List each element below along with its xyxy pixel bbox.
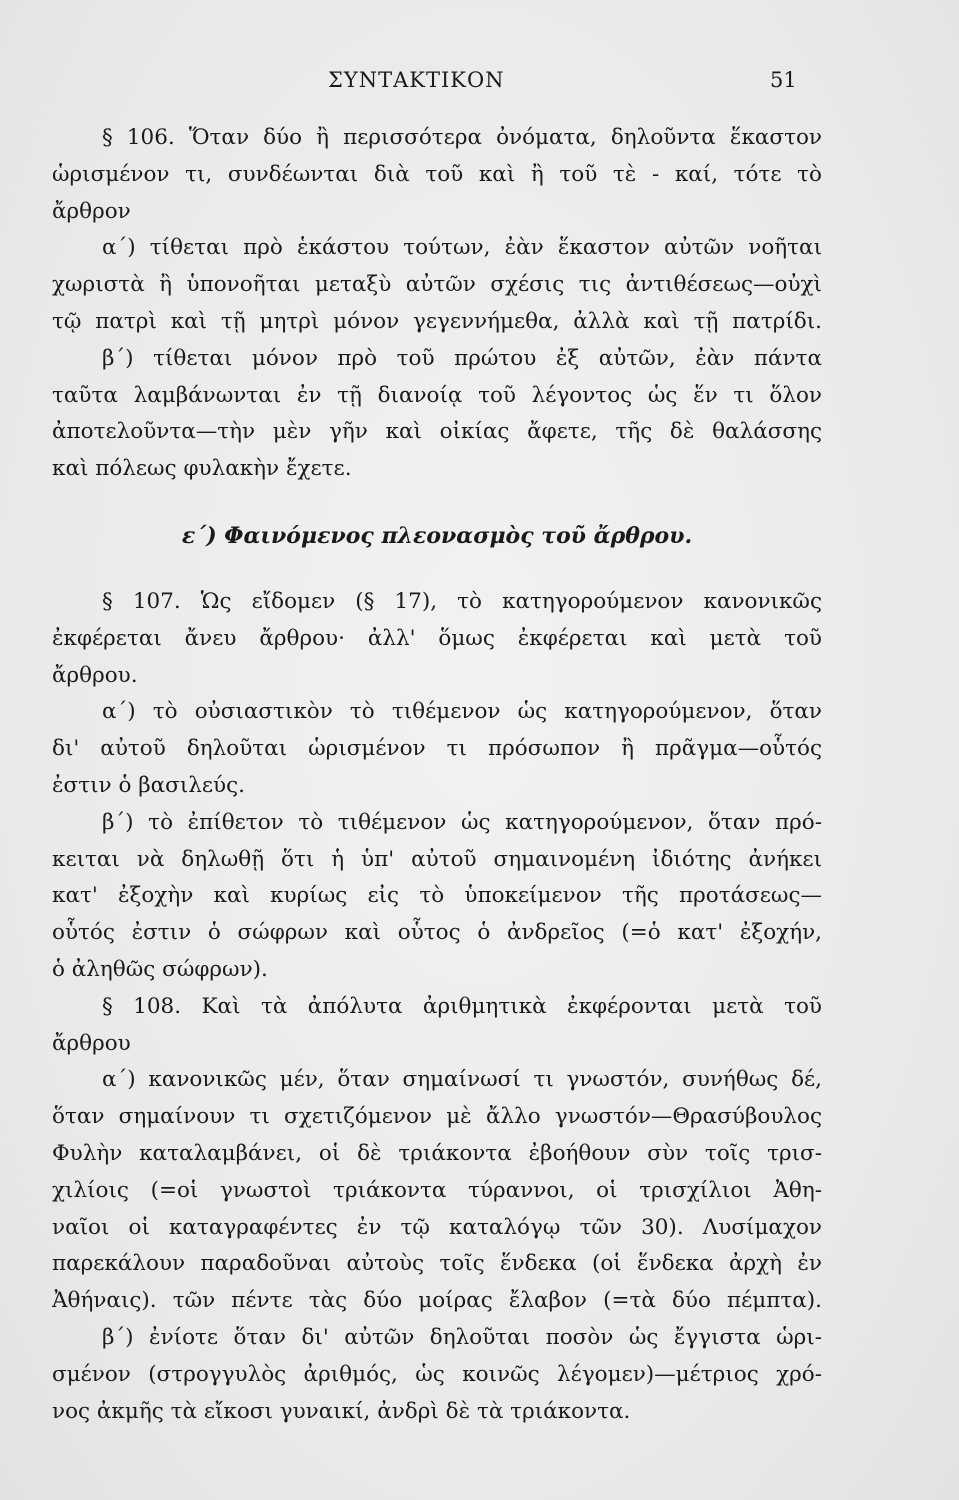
- text-line: β΄) τίθεται μόνον πρὸ τοῦ πρώτου ἐξ αὐτῶν, ἐὰν πάντα: [102, 345, 822, 371]
- text-line: ναῖοι οἱ καταγραφέντες ἐν τῷ καταλόγῳ τῶν 30). Λυσίμαχον: [52, 1214, 822, 1240]
- running-title: ΣΥΝΤΑΚΤΙΚΟΝ: [328, 68, 505, 92]
- text-line: Ἀθήναις). τῶν πέντε τὰς δύο μοίρας ἔλαβον (=τὰ δύο πέμπτα).: [52, 1288, 822, 1314]
- text-line: ἀποτελοῦντα—τὴν μὲν γῆν καὶ οἰκίας ἄφετε, τῆς δὲ θαλάσσης: [52, 419, 822, 445]
- body-text: [52, 120, 822, 1430]
- text-line: ἄρθρου.: [52, 662, 138, 688]
- paragraph-106: [52, 120, 822, 488]
- text-line: σμένον (στρογγυλὸς ἀριθμός, ὡς κοινῶς λέγομεν)—μέτριος χρό-: [52, 1361, 822, 1387]
- running-head: [0, 68, 959, 102]
- text-line: τῷ πατρὶ καὶ τῇ μητρὶ μόνον γεγεννήμεθα, ἀλλὰ καὶ τῇ πατρίδι.: [52, 308, 822, 334]
- text-line: β΄) τὸ ἐπίθετον τὸ τιθέμενον ὡς κατηγορούμενον, ὅταν πρό-: [102, 809, 822, 835]
- text-line: κατ' ἐξοχὴν καὶ κυρίως εἰς τὸ ὑποκείμενον τῆς προτάσεως—: [52, 883, 822, 909]
- text-line: ὡρισμένον τι, συνδέωνται διὰ τοῦ καὶ ἢ τοῦ τὲ - καί, τότε τὸ: [52, 161, 822, 187]
- text-line: χιλίοις (=οἱ γνωστοὶ τριάκοντα τύραννοι, οἱ τρισχίλιοι Ἀθη-: [52, 1177, 822, 1203]
- text-line: ἄρθρου: [52, 1030, 131, 1056]
- page-number: 51: [770, 68, 797, 92]
- text-line: ταῦτα λαμβάνωνται ἐν τῇ διανοίᾳ τοῦ λέγοντος ὡς ἕν τι ὅλον: [52, 382, 822, 408]
- text-line: ὁ ἀληθῶς σώφρων).: [52, 956, 268, 982]
- text-line: χωριστὰ ἢ ὑπονοῆται μεταξὺ αὐτῶν σχέσις τις ἀντιθέσεως—οὐχὶ: [52, 272, 822, 298]
- text-line: ἄρθρον: [52, 198, 131, 224]
- text-line: ὅταν σημαίνουν τι σχετιζόμενον μὲ ἄλλο γνωστόν—Θρασύβουλος: [52, 1104, 822, 1130]
- section-heading: ε΄) Φαινόμενος πλεονασμὸς τοῦ ἄρθρου.: [181, 522, 693, 549]
- text-line: καὶ πόλεως φυλακὴν ἔχετε.: [52, 456, 352, 482]
- text-line: § 106. Ὅταν δύο ἢ περισσότερα ὀνόματα, δηλοῦντα ἕκαστον: [102, 125, 822, 150]
- text-line: δι' αὐτοῦ δηλοῦται ὡρισμένον τι πρόσωπον ἢ πρᾶγμα—οὗτός: [52, 736, 822, 762]
- text-line: ἐστιν ὁ βασιλεύς.: [52, 772, 245, 798]
- text-line: § 108. Καὶ τὰ ἀπόλυτα ἀριθμητικὰ ἐκφέρονται μετὰ τοῦ: [102, 993, 822, 1019]
- text-line: α΄) τίθεται πρὸ ἑκάστου τούτων, ἐὰν ἕκαστον αὐτῶν νοῆται: [102, 235, 822, 261]
- text-line: νος ἀκμῆς τὰ εἴκοσι γυναικί, ἀνδρὶ δὲ τὰ τριάκοντα.: [52, 1398, 631, 1424]
- text-line: Φυλὴν καταλαμβάνει, οἱ δὲ τριάκοντα ἐβοήθουν σὺν τοῖς τρισ-: [52, 1140, 822, 1166]
- text-line: α΄) κανονικῶς μέν, ὅταν σημαίνωσί τι γνωστόν, συνήθως δέ,: [102, 1067, 822, 1093]
- paragraph-107-108: [52, 584, 822, 1430]
- text-line: παρεκάλουν παραδοῦναι αὐτοὺς τοῖς ἕνδεκα (οἱ ἕνδεκα ἀρχὴ ἐν: [52, 1251, 822, 1277]
- text-line: β΄) ἐνίοτε ὅταν δι' αὐτῶν δηλοῦται ποσὸν ὡς ἔγγιστα ὡρι-: [102, 1324, 822, 1350]
- text-line: α΄) τὸ οὐσιαστικὸν τὸ τιθέμενον ὡς κατηγορούμενον, ὅταν: [102, 699, 822, 725]
- text-line: οὗτός ἐστιν ὁ σώφρων καὶ οὗτος ὁ ἀνδρεῖος (=ὁ κατ' ἐξοχήν,: [52, 920, 822, 946]
- text-line: κειται νὰ δηλωθῇ ὅτι ἡ ὑπ' αὐτοῦ σημαινομένη ἰδιότης ἀνήκει: [52, 846, 822, 872]
- text-line: § 107. Ὡς εἴδομεν (§ 17), τὸ κατηγορούμενον κανονικῶς: [102, 588, 822, 614]
- text-line: ἐκφέρεται ἄνευ ἄρθρου· ἀλλ' ὅμως ἐκφέρεται καὶ μετὰ τοῦ: [52, 625, 822, 651]
